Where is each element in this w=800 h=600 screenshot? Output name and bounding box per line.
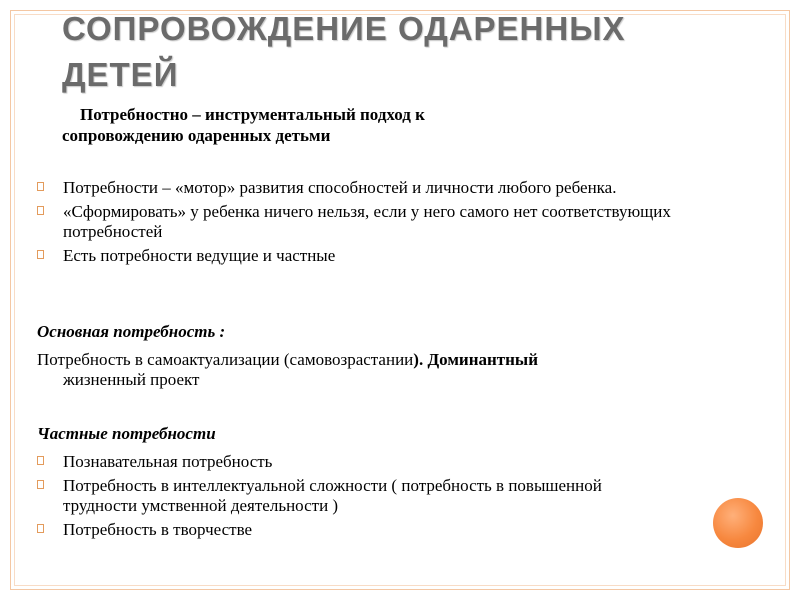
list-item [37,246,677,266]
list-item [37,178,677,198]
subtitle-line-1: Потребностно – инструментальный подход к [80,105,425,124]
list-item [37,476,677,516]
list-item-text: Познавательная потребность [63,452,273,471]
private-needs-heading: Частные потребности [37,424,216,443]
main-need-text-a: Потребность в самоактуализации (самовозрастании [37,350,414,369]
square-bullet-icon [37,182,45,192]
square-bullet-icon [37,456,45,466]
list-item-text: Потребность в творчестве [63,520,253,539]
square-bullet-icon [37,524,45,534]
list-item-text: Есть потребности ведущие и частные [63,246,336,265]
main-need-heading: Основная потребность : [37,322,226,341]
subtitle-line-2: сопровождению одаренных детьми [62,126,331,145]
square-bullet-icon [37,250,45,260]
list-item [37,520,677,540]
list-item [37,452,677,472]
private-needs-list [37,452,677,544]
main-need-text-b: ). Доминантный [413,350,538,369]
list-item-text: Потребность в интеллектуальной сложности ( потребность в повышенной трудности умственной деятельности ) [63,476,602,515]
square-bullet-icon [37,480,45,490]
slide-subtitle [62,104,562,146]
list-item [37,202,677,242]
needs-list [37,178,677,270]
slide-title: СОПРОВОЖДЕНИЕ ОДАРЕННЫХ ДЕТЕЙ [62,10,626,93]
list-item-text: «Сформировать» у ребенка ничего нельзя, если у него самого нет соответствующих потребностей [63,202,671,241]
square-bullet-icon [37,206,45,216]
main-need-text-c: жизненный проект [63,370,200,389]
orange-circle-icon [713,498,763,548]
main-need-text [37,350,677,390]
list-item-text: Потребности – «мотор» развития способностей и личности любого ребенка. [63,178,617,197]
